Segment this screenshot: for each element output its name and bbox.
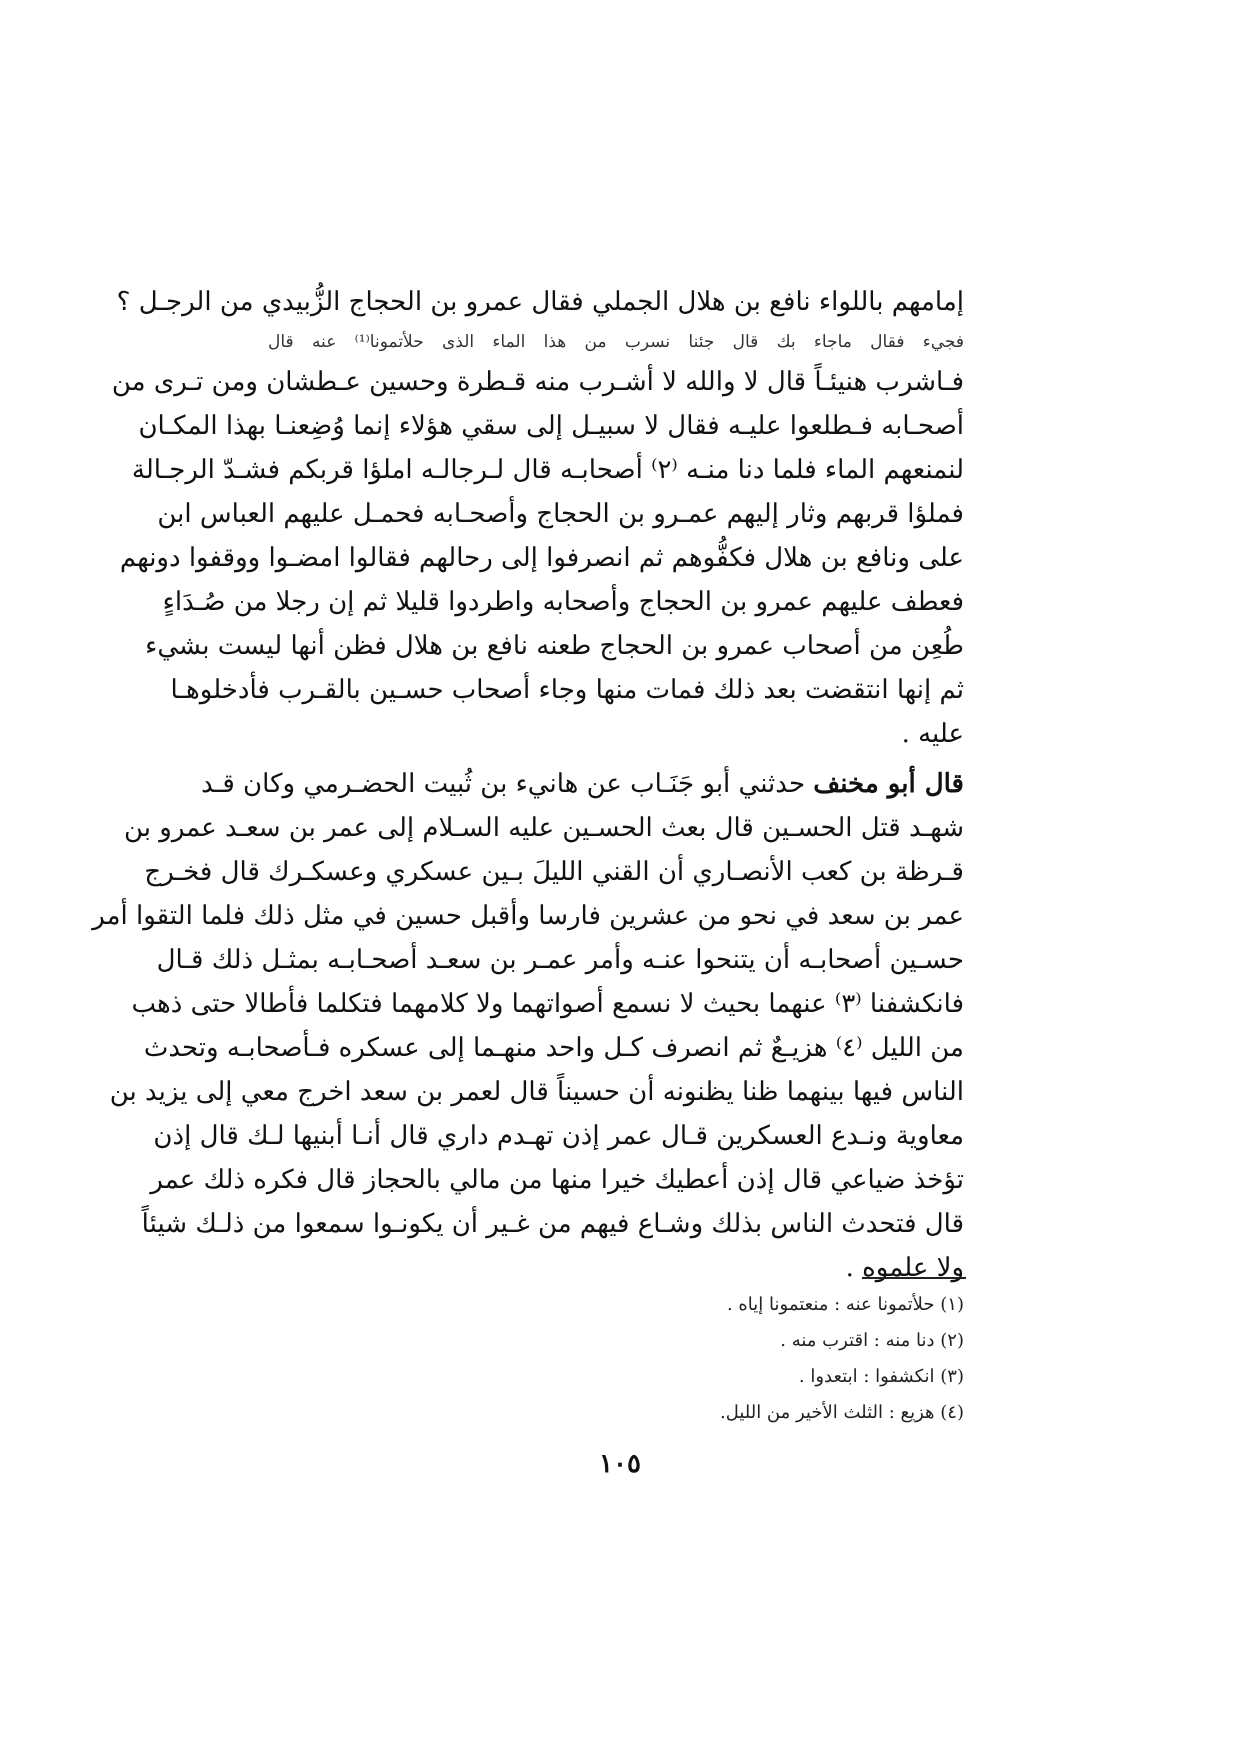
text-line: عمر بن سعد في نحو من عشرين فارسا وأقبل حسين في مثل ذلك فلما التقوا أمر <box>92 901 964 931</box>
text-line: فعطف عليهم عمرو بن الحجاج وأصحابه واطردوا قليلا ثم إن رجلا من صُـدَاءٍ <box>162 587 964 617</box>
footnote: (٣) انكشفوا : ابتعدوا . <box>798 1366 964 1387</box>
text-line: إمامهم باللواء نافع بن هلال الجملي فقال عمرو بن الحجاج الزُّبيدي من الرجـل ؟ <box>116 287 964 317</box>
text-line: فملؤا قربهم وثار إليهم عمـرو بن الحجاج وأصحـابه فحمـل عليهم العباس ابن <box>157 499 964 529</box>
footnote: (١) حلأتمونا عنه : منعتمونا إياه . <box>726 1294 964 1315</box>
text-line: أصحـابه فـطلعوا عليـه فقال لا سبيـل إلى سقي هؤلاء إنما وُضِعنـا بهذا المكـان <box>138 411 964 441</box>
main-text <box>92 280 964 1290</box>
text-line: فـاشرب هنيئـاً قال لا والله لا أشـرب منه قـطرة وحسين عـطشان ومن تـرى من <box>111 367 964 397</box>
text-line: الناس فيها بينهما ظنا يظنونه أن حسيناً قال لعمر بن سعد اخرج معي إلى يزيد بن <box>109 1077 964 1107</box>
text-line: معاوية ونـدع العسكرين قـال عمر إذن تهـدم داري قال أنـا أبنيها لـك قال إذن <box>153 1121 964 1151</box>
text-line: من الليل ⁽٤⁾ هزيـعٌ ثم انصرف كـل واحد منهـما إلى عسكره فـأصحابـه وتحدث <box>143 1033 964 1063</box>
text-line: فانكشفنا ⁽٣⁾ عنهما بحيث لا نسمع أصواتهما ولا كلامهما فتكلما فأطالا حتى ذهب <box>131 989 964 1019</box>
text-line: حسـين أصحابـه أن يتنحوا عنـه وأمر عمـر بن سعـد أصحـابـه بمثـل ذلك قـال <box>156 945 964 975</box>
text-line: على ونافع بن هلال فكفُّوهم ثم انصرفوا إلى رحالهم فقالوا امضـوا ووقفوا دونهم <box>119 543 964 573</box>
text-line: فجيء فقال ماجاء بك قال جئنا نسرب من هذا الماء الذى حلأتمونا⁽¹⁾ عنه قال <box>268 332 964 352</box>
text-line: قال فتحدث الناس بذلك وشـاع فيهم من غـير أن يكونـوا سمعوا من ذلـك شيئاً <box>141 1209 964 1239</box>
text-line: تؤخذ ضياعي قال إذن أعطيك خيرا منها من مالي بالحجاز قال فكره ذلك عمر <box>150 1165 964 1195</box>
speaker-name: قال أبو مخنف <box>813 769 964 799</box>
page-number: ١٠٥ <box>599 1449 641 1479</box>
footnote: (٢) دنا منه : اقترب منه . <box>780 1330 964 1351</box>
text-line: شهـد قتل الحسـين قال بعث الحسـين عليه السـلام إلى عمر بن سعـد عمرو بن <box>123 813 964 843</box>
footnote-separator <box>862 1277 966 1279</box>
text-line <box>201 762 964 806</box>
text-line: طُعِن من أصحاب عمرو بن الحجاج طعنه نافع بن هلال فظن أنها ليست بشيء <box>145 631 964 661</box>
text-line: ولا علموه . <box>845 1253 964 1283</box>
text-segment: حدثني أبو جَنَـاب عن هانيء بن ثُبيت الحضـرمي وكان قـد <box>201 769 814 799</box>
text-line: ثم إنها انتقضت بعد ذلك فمات منها وجاء أصحاب حسـين بالقـرب فأدخلوهـا <box>170 675 964 705</box>
text-line: لنمنعهم الماء فلما دنا منـه ⁽٢⁾ أصحابـه قال لـرجالـه املؤا قربكم فشـدّ الرجـالة <box>131 455 964 485</box>
footnotes <box>268 1287 964 1431</box>
text-line: عليه . <box>901 719 964 749</box>
footnote: (٤) هزيع : الثلث الأخير من الليل. <box>719 1402 964 1423</box>
text-line: قـرظة بن كعب الأنصـاري أن القني الليلَ بـين عسكري وعسكـرك قال فخـرج <box>144 857 964 887</box>
